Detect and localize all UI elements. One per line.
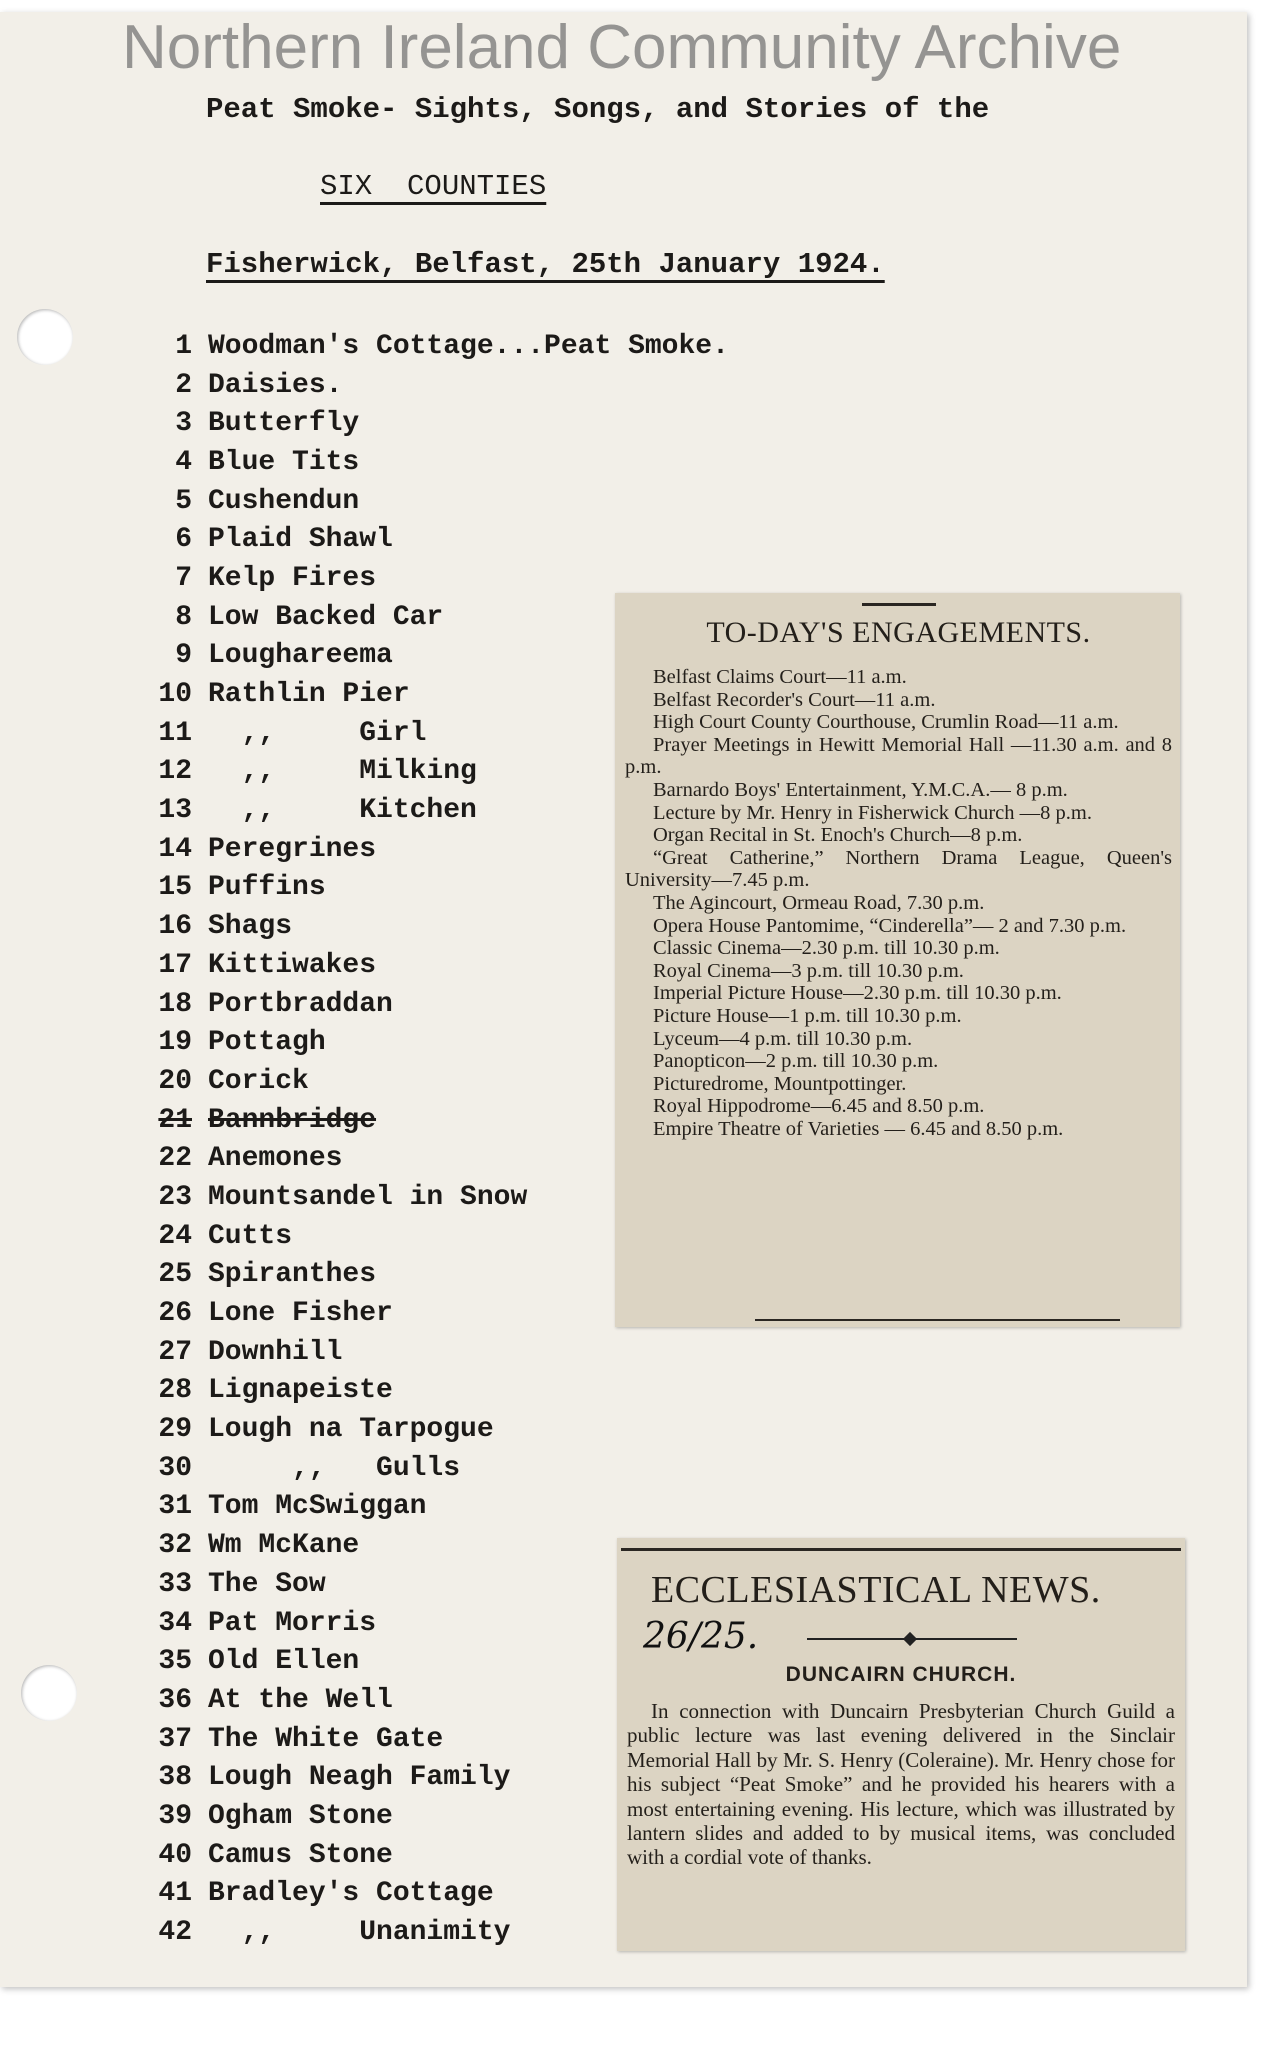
item-number: 31: [158, 1491, 192, 1523]
engagement-entry: Picture House—1 p.m. till 10.30 p.m.: [653, 1004, 962, 1027]
engagement-entry: Barnardo Boys' Entertainment, Y.M.C.A.— 8 p.m.: [653, 778, 1068, 801]
punch-hole: [21, 1665, 77, 1721]
divider: [621, 1548, 1181, 1551]
item-number: 15: [158, 872, 192, 904]
item-title: Lone Fisher: [208, 1298, 393, 1330]
item-title: Cushendun: [208, 485, 360, 517]
item-number: 19: [158, 1027, 192, 1059]
item-number: 21: [158, 1104, 192, 1136]
item-number: 34: [158, 1607, 192, 1639]
item-number: 37: [158, 1723, 192, 1755]
item-number: 38: [158, 1762, 192, 1794]
clipping-todays-engagements: [615, 593, 1180, 1327]
item-title: Bradley's Cottage: [208, 1878, 494, 1910]
item-number: 10: [158, 679, 192, 711]
handwritten-date: 26/25.: [643, 1616, 759, 1657]
document-dateline: Fisherwick, Belfast, 25th January 1924.: [206, 248, 885, 281]
item-title: Anemones: [208, 1143, 343, 1175]
item-title: Lignapeiste: [208, 1375, 393, 1407]
item-number: 33: [158, 1568, 192, 1600]
item-number: 7: [175, 562, 192, 594]
item-title: Puffins: [208, 872, 326, 904]
item-number: 23: [158, 1181, 192, 1213]
list-item: [130, 1449, 729, 1488]
engagement-entry: Belfast Claims Court—11 a.m.: [653, 666, 907, 688]
engagement-entry: Royal Hippodrome—6.45 and 8.50 p.m.: [653, 1095, 985, 1118]
engagement-entry: Empire Theatre of Varieties — 6.45 and 8.50 p.m.: [653, 1117, 1064, 1140]
list-item: [130, 327, 729, 366]
item-number: 29: [158, 1414, 192, 1446]
clipping-ecclesiastical-news: [617, 1538, 1185, 1951]
item-title: Peregrines: [208, 833, 377, 865]
clipping-subheading: DUNCAIRN CHURCH.: [785, 1663, 1017, 1686]
item-title: Bannbridge: [208, 1104, 377, 1136]
item-title: Loughareema: [208, 640, 393, 672]
engagement-entry: “Great Catherine,” Northern Drama League, Queen's University—7.45 p.m.: [625, 846, 1172, 892]
item-title: Portbraddan: [208, 988, 393, 1020]
list-item: [130, 520, 729, 559]
list-item: [130, 482, 729, 521]
item-title: Corick: [208, 1065, 309, 1097]
engagement-entry: Royal Cinema—3 p.m. till 10.30 p.m.: [653, 959, 964, 982]
list-item: [130, 366, 729, 405]
watermark: Northern Ireland Community Archive: [122, 13, 1122, 82]
item-title: Pottagh: [208, 1027, 326, 1059]
item-number: 35: [158, 1646, 192, 1678]
item-number: 6: [175, 524, 192, 556]
engagement-entry: The Agincourt, Ormeau Road, 7.30 p.m.: [653, 891, 985, 914]
item-title: Butterfly: [208, 408, 360, 440]
engagement-entry: Classic Cinema—2.30 p.m. till 10.30 p.m.: [653, 937, 1000, 960]
item-number: 11: [158, 717, 192, 749]
item-title: Old Ellen: [208, 1646, 360, 1678]
list-item: [130, 1488, 729, 1527]
item-number: 9: [175, 640, 192, 672]
item-number: 27: [158, 1336, 192, 1368]
item-title: ,, Milking: [208, 756, 477, 788]
item-number: 24: [158, 1220, 192, 1252]
list-item: [130, 1372, 729, 1411]
item-number: 14: [158, 833, 192, 865]
item-number: 8: [175, 601, 192, 633]
item-number: 26: [158, 1298, 192, 1330]
item-title: Ogham Stone: [208, 1800, 393, 1832]
item-number: 42: [158, 1917, 192, 1949]
item-number: 18: [158, 988, 192, 1020]
item-title: Daisies.: [208, 369, 343, 401]
engagement-entry: Opera House Pantomime, “Cinderella”— 2 and 7.30 p.m.: [653, 914, 1127, 937]
item-number: 17: [158, 949, 192, 981]
document-subtitle: SIX COUNTIES: [320, 170, 547, 203]
item-number: 40: [158, 1839, 192, 1871]
engagement-entry: Picturedrome, Mountpottinger.: [653, 1072, 907, 1095]
item-title: Kelp Fires: [208, 562, 377, 594]
item-number: 28: [158, 1375, 192, 1407]
item-title: Tom McSwiggan: [208, 1491, 427, 1523]
item-title: Woodman's Cottage...Peat Smoke.: [208, 330, 729, 362]
item-number: 12: [158, 756, 192, 788]
list-item: [130, 443, 729, 482]
engagement-entry: Imperial Picture House—2.30 p.m. till 10.30 p.m.: [653, 982, 1062, 1005]
item-title: At the Well: [208, 1684, 393, 1716]
list-item: [130, 1333, 729, 1372]
ornament-divider: [807, 1638, 1017, 1640]
item-title: Spiranthes: [208, 1259, 377, 1291]
item-number: 3: [175, 408, 192, 440]
item-number: 5: [175, 485, 192, 517]
item-title: Lough na Tarpogue: [208, 1414, 494, 1446]
item-title: Cutts: [208, 1220, 293, 1252]
item-number: 4: [175, 446, 192, 478]
item-number: 16: [158, 911, 192, 943]
item-title: ,, Unanimity: [208, 1917, 511, 1949]
item-title: Mountsandel in Snow: [208, 1181, 528, 1213]
item-number: 39: [158, 1800, 192, 1832]
clipping-heading: ECCLESIASTICAL NEWS.: [651, 1569, 1101, 1611]
engagement-entry: Lecture by Mr. Henry in Fisherwick Church —8 p.m.: [653, 801, 1092, 824]
item-number: 13: [158, 795, 192, 827]
item-title: Blue Tits: [208, 446, 360, 478]
item-number: 32: [158, 1530, 192, 1562]
engagement-entry: Organ Recital in St. Enoch's Church—8 p.m.: [653, 824, 1023, 847]
divider: [862, 603, 936, 606]
list-item: [130, 404, 729, 443]
item-title: Lough Neagh Family: [208, 1762, 511, 1794]
item-number: 30: [158, 1452, 192, 1484]
item-title: Plaid Shawl: [208, 524, 393, 556]
item-title: The Sow: [208, 1568, 326, 1600]
engagement-entry: Panopticon—2 p.m. till 10.30 p.m.: [653, 1050, 939, 1073]
item-number: 1: [175, 330, 192, 362]
item-title: Wm McKane: [208, 1530, 360, 1562]
engagement-entry: Lyceum—4 p.m. till 10.30 p.m.: [653, 1027, 913, 1050]
document-title: Peat Smoke- Sights, Songs, and Stories of the: [206, 93, 990, 126]
item-title: Rathlin Pier: [208, 679, 410, 711]
item-number: 2: [175, 369, 192, 401]
divider: [755, 1319, 1120, 1321]
engagement-entry: High Court County Courthouse, Crumlin Road—11 a.m.: [653, 711, 1119, 734]
engagement-entry: Belfast Recorder's Court—11 a.m.: [653, 688, 936, 711]
item-title: Low Backed Car: [208, 601, 444, 633]
list-item: [130, 559, 729, 598]
item-title: Kittiwakes: [208, 949, 377, 981]
item-title: Downhill: [208, 1336, 343, 1368]
item-number: 41: [158, 1878, 192, 1910]
list-item: [130, 1410, 729, 1449]
engagement-entry: Prayer Meetings in Hewitt Memorial Hall —11.30 a.m. and 8 p.m.: [625, 733, 1172, 779]
item-title: Shags: [208, 911, 293, 943]
item-title: Pat Morris: [208, 1607, 377, 1639]
item-number: 22: [158, 1143, 192, 1175]
item-number: 36: [158, 1684, 192, 1716]
punch-hole: [17, 309, 73, 365]
item-number: 20: [158, 1065, 192, 1097]
item-number: 25: [158, 1259, 192, 1291]
item-title: ,, Kitchen: [208, 795, 477, 827]
clipping-heading: TO-DAY'S ENGAGEMENTS.: [706, 616, 1091, 649]
engagement-list: [625, 666, 1172, 1140]
item-title: Camus Stone: [208, 1839, 393, 1871]
item-title: ,, Gulls: [208, 1452, 461, 1484]
item-title: ,, Girl: [208, 717, 427, 749]
item-title: The White Gate: [208, 1723, 444, 1755]
clipping-body: In connection with Duncairn Presbyterian Church Guild a public lecture was last evening delivered in the Sinclair Memorial Hall by Mr. S. Henry (Coleraine). Mr. Henry chose for his subject “Peat Smoke” and he provided his hearers with a most entertaining evening. His lecture, which was illustrated by lantern slides and added to by musical items, was concluded with a cordial vote of thanks.: [627, 1699, 1175, 1870]
